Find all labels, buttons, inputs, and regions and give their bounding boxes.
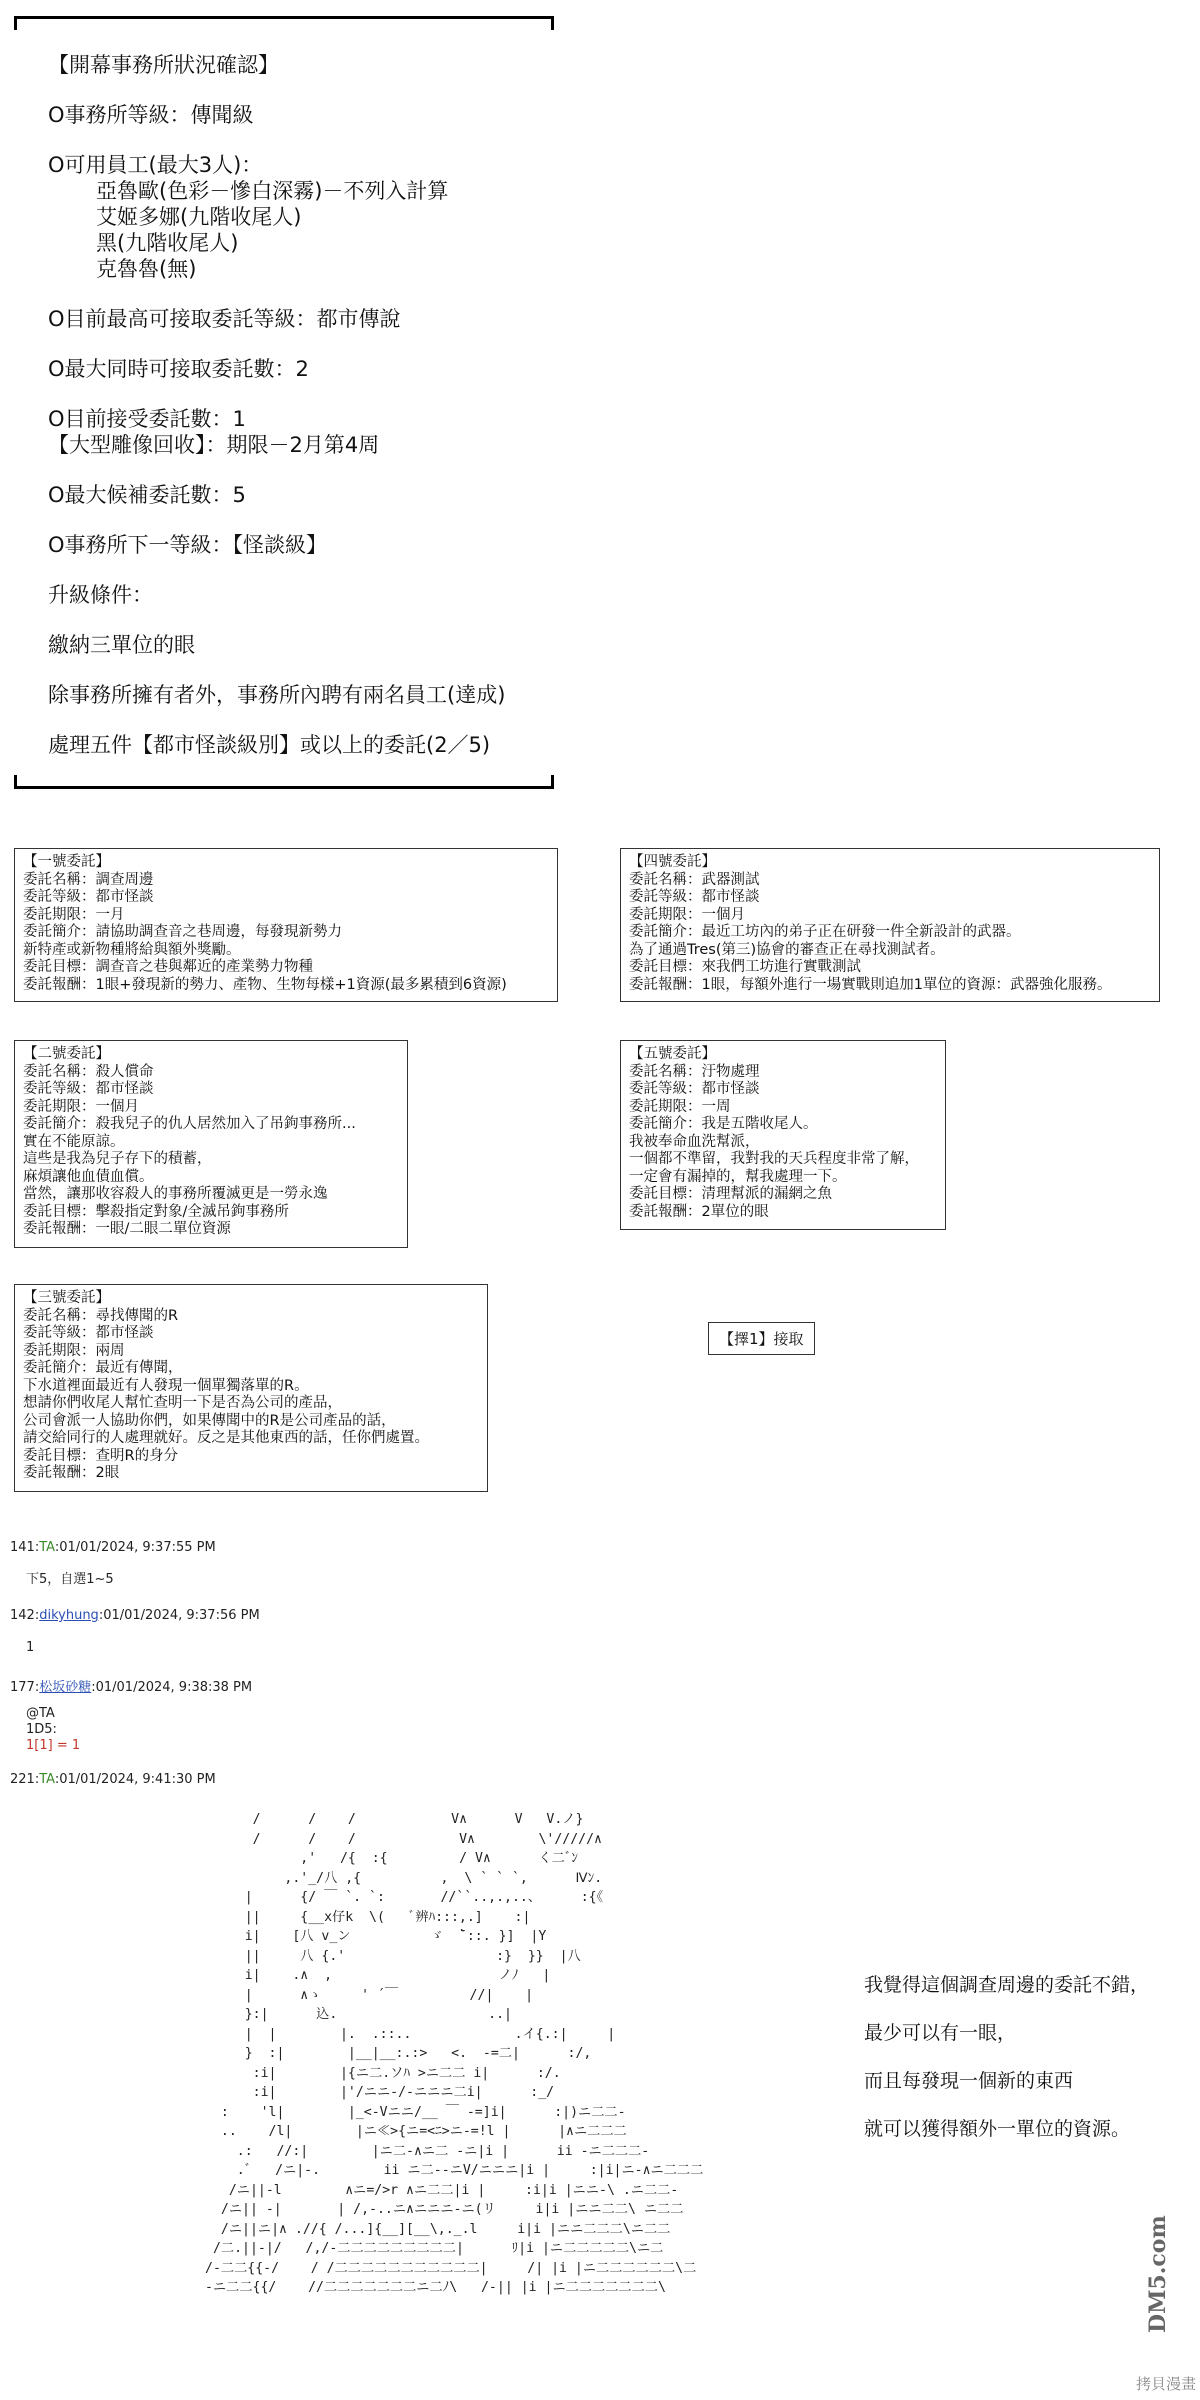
status-current-commission: 【大型雕像回收】：期限－2月第4周 [48,433,380,457]
post-time: :01/01/2024, 9:38:38 PM [91,1680,253,1695]
commission-line: 委託報酬：一眼/二眼二單位資源 [23,1221,231,1237]
top-rule [14,16,554,19]
narration-line: 而且每發現一個新的東西 [864,2070,1074,2092]
commission-line: 委託名稱：殺人償命 [23,1063,154,1080]
commission-line: 委託期限：一周 [629,1098,731,1115]
commission-line: 委託簡介：我是五階收尾人。 [629,1116,818,1132]
status-max-concurrent: O最大同時可接取委託數：2 [48,357,309,381]
status-upgrade-header: 升級條件： [48,583,153,607]
commission-line: 委託目標：清理幫派的漏網之魚 [629,1186,832,1202]
post-time: :01/01/2024, 9:37:55 PM [54,1540,216,1555]
post-time: :01/01/2024, 9:37:56 PM [98,1608,260,1623]
commission-line: 麻煩讓他血債血償。 [23,1168,154,1185]
commission-line: 委託報酬：2單位的眼 [629,1203,769,1220]
commission-line: 委託期限：一個月 [629,906,745,923]
bottom-rule-left-tick [14,775,17,789]
commission-line: 委託簡介：請協助調查音之巷周邊，每發現新勢力 [23,924,342,940]
post-author-link[interactable]: dikyhung [39,1608,99,1623]
bottom-rule-right-tick [551,775,554,789]
upgrade-condition: 繳納三單位的眼 [48,633,195,657]
status-title: 【開幕事務所狀況確認】 [48,53,279,77]
post-header-221: 221:TA:01/01/2024, 9:41:30 PM [10,1772,216,1787]
commission-card-5 [620,1040,946,1230]
site-logo: DM5.com [1145,2215,1171,2333]
staff-item: 艾姬多娜(九階收尾人) [96,205,302,229]
commission-line: 請交給同行的人處理就好。反之是其他東西的話，任你們處置。 [23,1430,429,1446]
top-rule-left-tick [14,16,17,30]
commission-line: 委託等級：都市怪談 [629,1081,760,1097]
upgrade-condition: 除事務所擁有者外，事務所內聘有兩名員工(達成) [48,683,506,707]
status-staff-header: O可用員工(最大3人)： [48,153,263,177]
post-header-141: 141:TA:01/01/2024, 9:37:55 PM [10,1540,216,1555]
narration-line: 最少可以有一眼， [864,2022,1017,2044]
post-body: 1 [26,1640,35,1655]
commission-line: 委託名稱：武器測試 [629,871,760,888]
post-number: 221 [10,1772,35,1787]
commission-line: 當然，讓那收容殺人的事務所覆滅更是一勞永逸 [23,1186,328,1202]
commission-line: 委託報酬：1眼+發現新的勢力、產物、生物每樣+1資源(最多累積到6資源) [23,976,507,993]
commission-line: 委託等級：都市怪談 [23,1081,154,1097]
commission-line: 【一號委託】 [23,854,110,870]
post-author[interactable]: TA [39,1540,55,1555]
commission-line: 委託期限：兩周 [23,1342,125,1359]
post-number: 177 [10,1680,35,1695]
watermark: 拷貝漫畫 [1135,2375,1196,2393]
staff-item: 克魯魯(無) [96,257,197,281]
post-number: 141 [10,1540,35,1555]
office-status [48,52,568,758]
commission-line: 委託名稱：汙物處理 [629,1063,760,1080]
post-author-link[interactable]: 松坂砂糖 [39,1680,92,1695]
post-body: 下5，自選1~5 [26,1572,114,1587]
post-time: :01/01/2024, 9:41:30 PM [54,1772,216,1787]
post-body: @TA [26,1706,55,1721]
commission-line: 委託等級：都市怪談 [629,889,760,905]
commission-line: 委託名稱：調查周邊 [23,871,154,888]
commission-line: 公司會派一人協助你們，如果傳聞中的R是公司產品的話， [23,1412,396,1429]
commission-card-1 [14,848,558,1002]
dice-result: 1[1] = 1 [26,1738,81,1753]
status-max-candidates: O最大候補委託數：5 [48,483,246,507]
post-header-142: 142:dikyhung:01/01/2024, 9:37:56 PM [10,1608,260,1623]
commission-line: 委託目標：查明R的身分 [23,1447,179,1464]
post-number: 142 [10,1608,35,1623]
choice-label: 【擇1】接取 [708,1322,815,1355]
commission-card-3 [14,1284,488,1492]
post-header-177: 177:松坂砂糖:01/01/2024, 9:38:38 PM [10,1680,253,1695]
commission-line: 一個都不準留，我對我的天兵程度非常了解， [629,1151,919,1167]
commission-line: 委託目標：調查音之巷與鄰近的產業勢力物種 [23,959,313,975]
ascii-art-character: / / / V∧ V V.ノ} / / / V∧ \'/////∧ ,' /{ :{ / V∧ く二ﾞﾝ ,.'_/八 ,{ , \ ` ` `, Ⅳﾝ. | {/ ￣ `. `: //``..,.,..、 :{《 || {__x仔k \( ﾞ辨ﾊ:::,.] :| i| [八 v_ン ゞ ̄`::. }] |Y || 八 {.' :} }} |八 i| .∧ , ノﾉ | | ∧ゝ ' ´￣ //| | }:| 込. ..| | | |. .::.. .イ{.:| | } :| |__|__:.:> <. -=二| :/, :i| |{ニ二.ソﾊ >ニ二二 i| :/. :i| |'/ニニ-/-ニニニ二i| :_/ : 'l| |_<-Vニニ/__ ￣ -=]i| :|)ニ二二- .. /l| |ニ≪>{ニ=<ﾆ>ニ-=!l | |∧ニ二二二 .: //:| |ニ二-∧ニ二 ‐ニ|i | ii ‐ニ二二二- .ﾞ /ニ|-. ii ニ二-‐ニV/ニニニ|i | :|i|ニ-∧ニ二二二 /ニ||-l ∧ニ=/>r ∧ニ二二|i | :i|i |ニニ-\ .ニ二二- /ニ|| -| | /,-..ニ∧ニニニ‐ニ(リ i|i |ニニ二二\ ニ二二 /ニ||ニ|∧ .//{ /...]{__][__\,._.l i|i |ニニ二二二\ニ二二 /二.||-|/ /,/-二二二二二二二二二| ﾘ|i |ニ二二二二二\ニ二 /-二二{{-/ / /二二二二二二二二二二二| /| |i |ニ二二二二二二\二 ‐ニ二二{{/ //二二二二二二二ニ二ﾉ\ /-|| |i |ニ二二二二二二二\ [205,1812,704,2295]
commission-line: 委託名稱：尋找傳聞的R [23,1307,179,1324]
commission-line: 實在不能原諒。 [23,1133,125,1150]
top-rule-right-tick [551,16,554,30]
commission-card-4 [620,848,1160,1002]
commission-line: 委託簡介：最近有傳聞， [23,1360,183,1376]
commission-line: 委託期限：一個月 [23,1098,139,1115]
commission-line: 為了通過Tres(第三)協會的審查正在尋找測試者。 [629,941,945,958]
status-current-count: O目前接受委託數：1 [48,407,246,431]
commission-line: 想請你們收尾人幫忙查明一下是否為公司的產品， [23,1395,342,1411]
commission-line: 委託目標：來我們工坊進行實戰測試 [629,959,861,975]
commission-line: 下水道裡面最近有人發現一個單獨落單的R。 [23,1377,309,1394]
commission-line: 委託報酬：2眼 [23,1465,120,1481]
commission-line: 【五號委託】 [629,1046,716,1062]
commission-line: 委託報酬：1眼，每額外進行一場實戰則追加1單位的資源：武器強化服務。 [629,976,1112,993]
staff-item: 黑(九階收尾人) [96,231,239,255]
commission-line: 委託等級：都市怪談 [23,1325,154,1341]
commission-line: 新特產或新物種將給與額外獎勵。 [23,941,241,958]
staff-item: 亞魯歐(色彩－慘白深霧)－不列入計算 [96,179,449,203]
narration-line: 我覺得這個調查周邊的委託不錯， [864,1974,1150,1996]
upgrade-condition: 處理五件【都市怪談級別】或以上的委託(2／5) [48,733,491,757]
commission-line: 委託目標：擊殺指定對象/全滅吊鉤事務所 [23,1203,289,1220]
commission-line: 委託簡介：殺我兒子的仇人居然加入了吊鉤事務所... [23,1116,356,1132]
commission-line: 委託簡介：最近工坊內的弟子正在研發一件全新設計的武器。 [629,924,1021,940]
commission-line: 【二號委託】 [23,1046,110,1062]
commission-line: 一定會有漏掉的，幫我處理一下。 [629,1168,847,1185]
commission-line: 我被奉命血洗幫派， [629,1133,760,1150]
status-office-rank: O事務所等級：傳聞級 [48,103,254,127]
status-max-commission-rank: O目前最高可接取委託等級：都市傳說 [48,307,401,331]
commission-line: 委託等級：都市怪談 [23,889,154,905]
commission-line: 這些是我為兒子存下的積蓄， [23,1151,212,1167]
commission-line: 【三號委託】 [23,1290,110,1306]
commission-card-2 [14,1040,408,1248]
post-body: 1D5: [26,1722,57,1737]
commission-line: 委託期限：一月 [23,906,125,923]
status-next-rank: O事務所下一等級：【怪談級】 [48,533,328,557]
bottom-rule [14,786,554,789]
commission-line: 【四號委託】 [629,854,716,870]
post-author[interactable]: TA [39,1772,55,1787]
narration-line: 就可以獲得額外一單位的資源。 [864,2118,1131,2140]
